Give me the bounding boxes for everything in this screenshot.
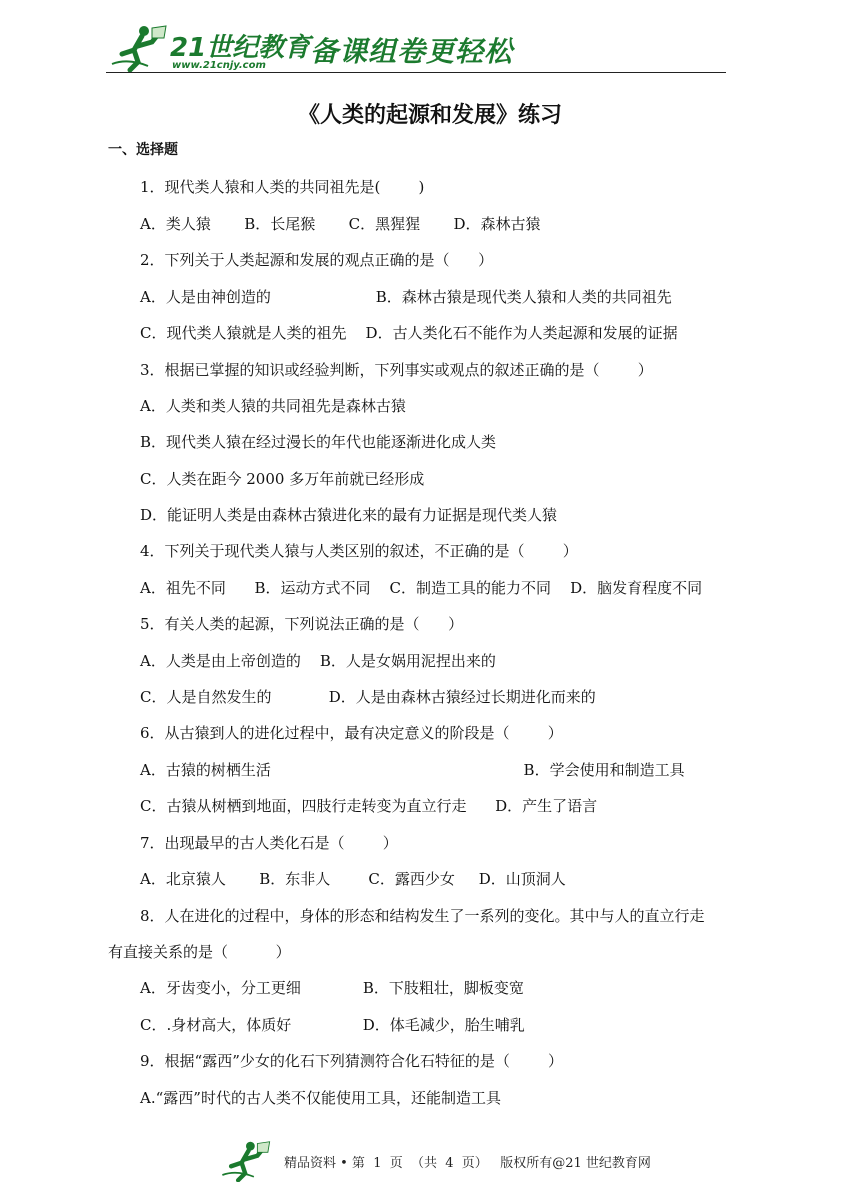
option-line: C．现代类人猿就是人类的祖先 D．古人类化石不能作为人类起源和发展的证据 <box>140 324 678 342</box>
runner-logo-icon <box>108 24 170 72</box>
question-line: 1．现代类人猿和人类的共同祖先是( ) <box>140 178 425 196</box>
question-line: 3．根据已掌握的知识或经验判断，下列事实或观点的叙述正确的是（ ） <box>140 361 653 379</box>
option-line: A．类人猿 B．长尾猴 C．黑猩猩 D．森林古猿 <box>140 215 541 233</box>
option-line: C．古猿从树栖到地面，四肢行走转变为直立行走 D．产生了语言 <box>140 797 598 815</box>
runner-logo-icon <box>218 1140 274 1182</box>
question-line: 7．出现最早的古人类化石是（ ） <box>140 834 398 852</box>
option-line: A.“露西”时代的古人类不仅能使用工具，还能制造工具 <box>140 1089 501 1107</box>
section-heading: 一、选择题 <box>108 142 178 158</box>
header-divider <box>106 72 726 73</box>
option-line: A．祖先不同 B．运动方式不同 C．制造工具的能力不同 D．脑发育程度不同 <box>140 579 703 597</box>
question-line: 2．下列关于人类起源和发展的观点正确的是（ ） <box>140 251 494 269</box>
question-line: 9．根据“露西”少女的化石下列猜测符合化石特征的是（ ） <box>140 1052 564 1070</box>
question-line: 4．下列关于现代类人猿与人类区别的叙述，不正确的是（ ） <box>140 542 578 560</box>
option-line: A．人是由神创造的 B．森林古猿是现代类人猿和人类的共同祖先 <box>140 288 672 306</box>
option-line: A．人类和类人猿的共同祖先是森林古猿 <box>140 397 406 415</box>
option-line: D．能证明人类是由森林古猿进化来的最有力证据是现代类人猿 <box>140 506 558 524</box>
question-line: 8．人在进化的过程中，身体的形态和结构发生了一系列的变化。其中与人的直立行走 <box>140 907 705 925</box>
option-line: C．人是自然发生的 D．人是由森林古猿经过长期进化而来的 <box>140 688 596 706</box>
page-title: 《人类的起源和发展》练习 <box>297 102 562 128</box>
option-line: A．北京猿人 B．东非人 C．露西少女 D．山顶洞人 <box>140 870 566 888</box>
option-line: B．现代类人猿在经过漫长的年代也能逐渐进化成人类 <box>140 433 497 451</box>
option-line: A．古猿的树栖生活 B．学会使用和制造工具 <box>140 761 685 779</box>
brand-name: 21世纪教育 <box>170 33 311 63</box>
question-line: 5．有关人类的起源，下列说法正确的是（ ） <box>140 615 464 633</box>
page-footer: 精品资料 • 第 1 页 （共 4 页） 版权所有@21 世纪教育网 <box>284 1156 651 1171</box>
option-line: A．牙齿变小，分工更细 B．下肢粗壮，脚板变宽 <box>140 979 524 997</box>
brand-url: www.21cnjy.com <box>172 60 266 71</box>
option-line: C．人类在距今 2000 多万年前就已经形成 <box>140 470 425 488</box>
question-line: 6．从古猿到人的进化过程中，最有决定意义的阶段是（ ） <box>140 724 563 742</box>
header-slogan: 备课组卷更轻松 <box>310 35 514 68</box>
option-line: A．人类是由上帝创造的 B．人是女娲用泥捏出来的 <box>140 652 496 670</box>
question-line-continued: 有直接关系的是（ ） <box>108 943 291 961</box>
option-line: C．.身材高大，体质好 D．体毛减少，胎生哺乳 <box>140 1016 525 1034</box>
